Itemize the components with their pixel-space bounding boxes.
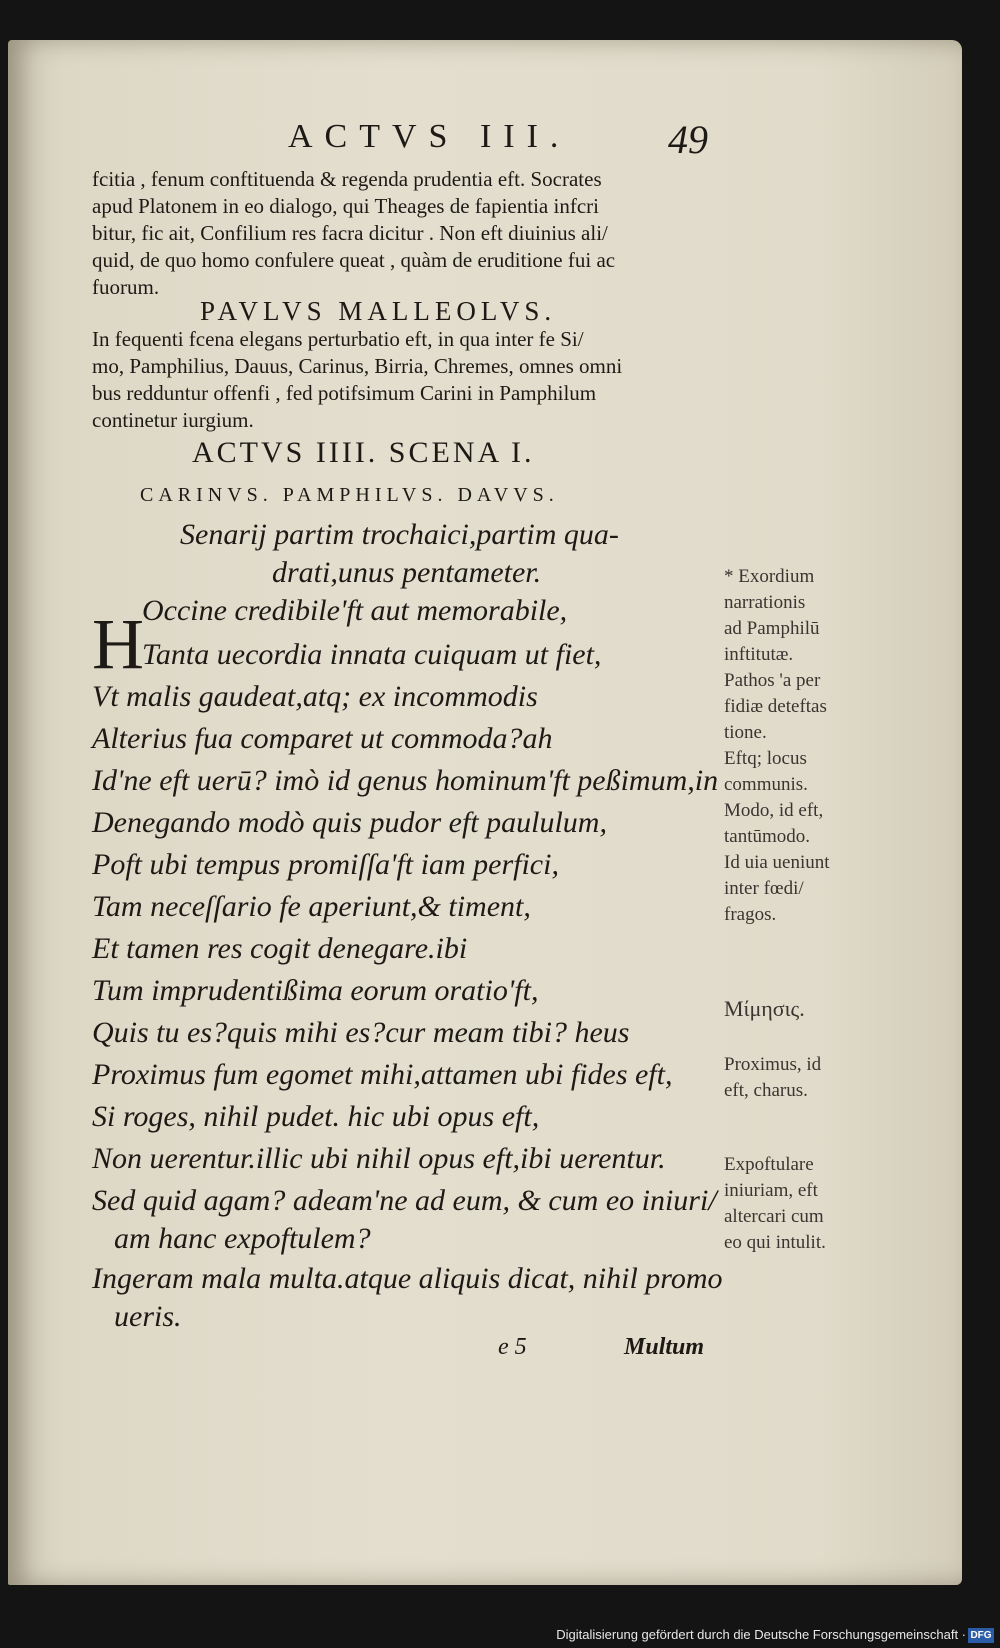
text-line: fcitia , fenum conftituenda & regenda prudentia eft. Socrates — [92, 167, 602, 191]
verse-line: Poft ubi tempus promiſſa'ft iam perfici, — [92, 848, 559, 881]
verse-line: Tam neceſſario fe aperiunt,& timent, — [92, 890, 531, 923]
dfg-logo: DFG — [968, 1628, 994, 1643]
verse-line: Tum imprudentißima eorum oratio'ft, — [92, 974, 539, 1007]
note-line: tantūmodo. — [724, 826, 811, 847]
verse-line: Id'ne eft uerū? imò id genus hominum'ft peßimum,in — [92, 764, 719, 797]
note-line: tione. — [724, 722, 767, 743]
character-list: CARINVS. PAMPHILVS. DAVVS. — [140, 484, 559, 506]
text-line: apud Platonem in eo dialogo, qui Theages de fapientia infcri — [92, 194, 599, 218]
note-line: Eftq; locus — [724, 748, 807, 769]
note-line: Modo, id eft, — [724, 800, 824, 821]
note-line: iniuriam, eft — [724, 1180, 818, 1201]
note-line: fidiæ deteftas — [724, 696, 827, 717]
note-line: Mίμησις. — [724, 996, 805, 1021]
note-line: Id uia ueniunt — [724, 852, 830, 873]
meter-line-2: drati,unus pentameter. — [272, 556, 542, 589]
note-line: Expoftulare — [724, 1154, 814, 1175]
note-line: altercari cum — [724, 1206, 824, 1227]
signature-mark: e 5 — [498, 1334, 527, 1360]
note-line: fragos. — [724, 904, 777, 925]
page-number: 49 — [668, 117, 708, 162]
scan-credit: Digitalisierung gefördert durch die Deutsche Forschungsgemeinschaft · — [556, 1627, 966, 1642]
verse-line: Alterius fua comparet ut commoda?ah — [92, 722, 553, 755]
scene-heading: ACTVS IIII. SCENA I. — [192, 436, 535, 469]
margin-note-expostulare — [724, 1152, 826, 1256]
note-line: narrationis — [724, 592, 806, 613]
verse-line: Non uerentur.illic ubi nihil opus eft,ibi uerentur. — [92, 1142, 666, 1175]
note-line: * Exordium — [724, 566, 815, 587]
verse-line: Ingeram mala multa.atque aliquis dicat, nihil promo — [92, 1262, 723, 1295]
text-line: bus redduntur offenfi , fed potifsimum Carini in Pamphilum — [92, 381, 597, 405]
commentator-heading: PAVLVS MALLEOLVS. — [200, 296, 557, 326]
note-line: eft, charus. — [724, 1080, 808, 1101]
verse-line: Proximus fum egomet mihi,attamen ubi fides eft, — [92, 1058, 673, 1091]
verse-line: Denegando modò quis pudor eft paululum, — [92, 806, 607, 839]
margin-note-proximus — [724, 1052, 821, 1104]
note-line: inter fœdi/ — [724, 878, 804, 899]
text-line: fuorum. — [92, 275, 160, 299]
text-line: continetur iurgium. — [92, 408, 254, 432]
note-line: ad Pamphilū — [724, 618, 820, 639]
verse-line: Et tamen res cogit denegare.ibi — [92, 932, 468, 965]
verse-line: am hanc expoftulem? — [114, 1222, 371, 1255]
text-line: mo, Pamphilius, Dauus, Carinus, Birria, Chremes, omnes omni — [92, 354, 623, 378]
verse-line: Si roges, nihil pudet. hic ubi opus eft, — [92, 1100, 540, 1133]
verse-line: ueris. — [114, 1300, 182, 1333]
margin-note-mimesis — [724, 996, 805, 1022]
note-line: Pathos 'a per — [724, 670, 821, 691]
margin-note-exordium — [724, 564, 830, 928]
verse-line: Sed quid agam? adeam'ne ad eum, & cum eo iniuri/ — [92, 1184, 717, 1217]
drop-cap: H — [92, 604, 144, 684]
text-line: In fequenti fcena elegans perturbatio eft, in qua inter fe Si/ — [92, 327, 584, 351]
catchword: Multum — [624, 1334, 705, 1360]
note-line: communis. — [724, 774, 808, 795]
text-line: quid, de quo homo confulere queat , quàm de eruditione fui ac — [92, 248, 616, 272]
running-title: ACTVS III. — [288, 118, 571, 155]
verse-line: Quis tu es?quis mihi es?cur meam tibi? heus — [92, 1016, 630, 1049]
verse-line: Occine credibile'ft aut memorabile, — [142, 594, 568, 627]
verse-line: Tanta uecordia innata cuiquam ut fiet, — [142, 638, 602, 671]
note-line: Proximus, id — [724, 1054, 822, 1075]
note-line: eo qui intulit. — [724, 1232, 826, 1253]
note-line: inftitutæ. — [724, 644, 794, 665]
verse-line: Vt malis gaudeat,atq; ex incommodis — [92, 680, 538, 713]
meter-line-1: Senarij partim trochaici,partim qua- — [180, 518, 619, 551]
text-line: bitur, fic ait, Confilium res facra dicitur . Non eft diuinius ali/ — [92, 221, 608, 245]
